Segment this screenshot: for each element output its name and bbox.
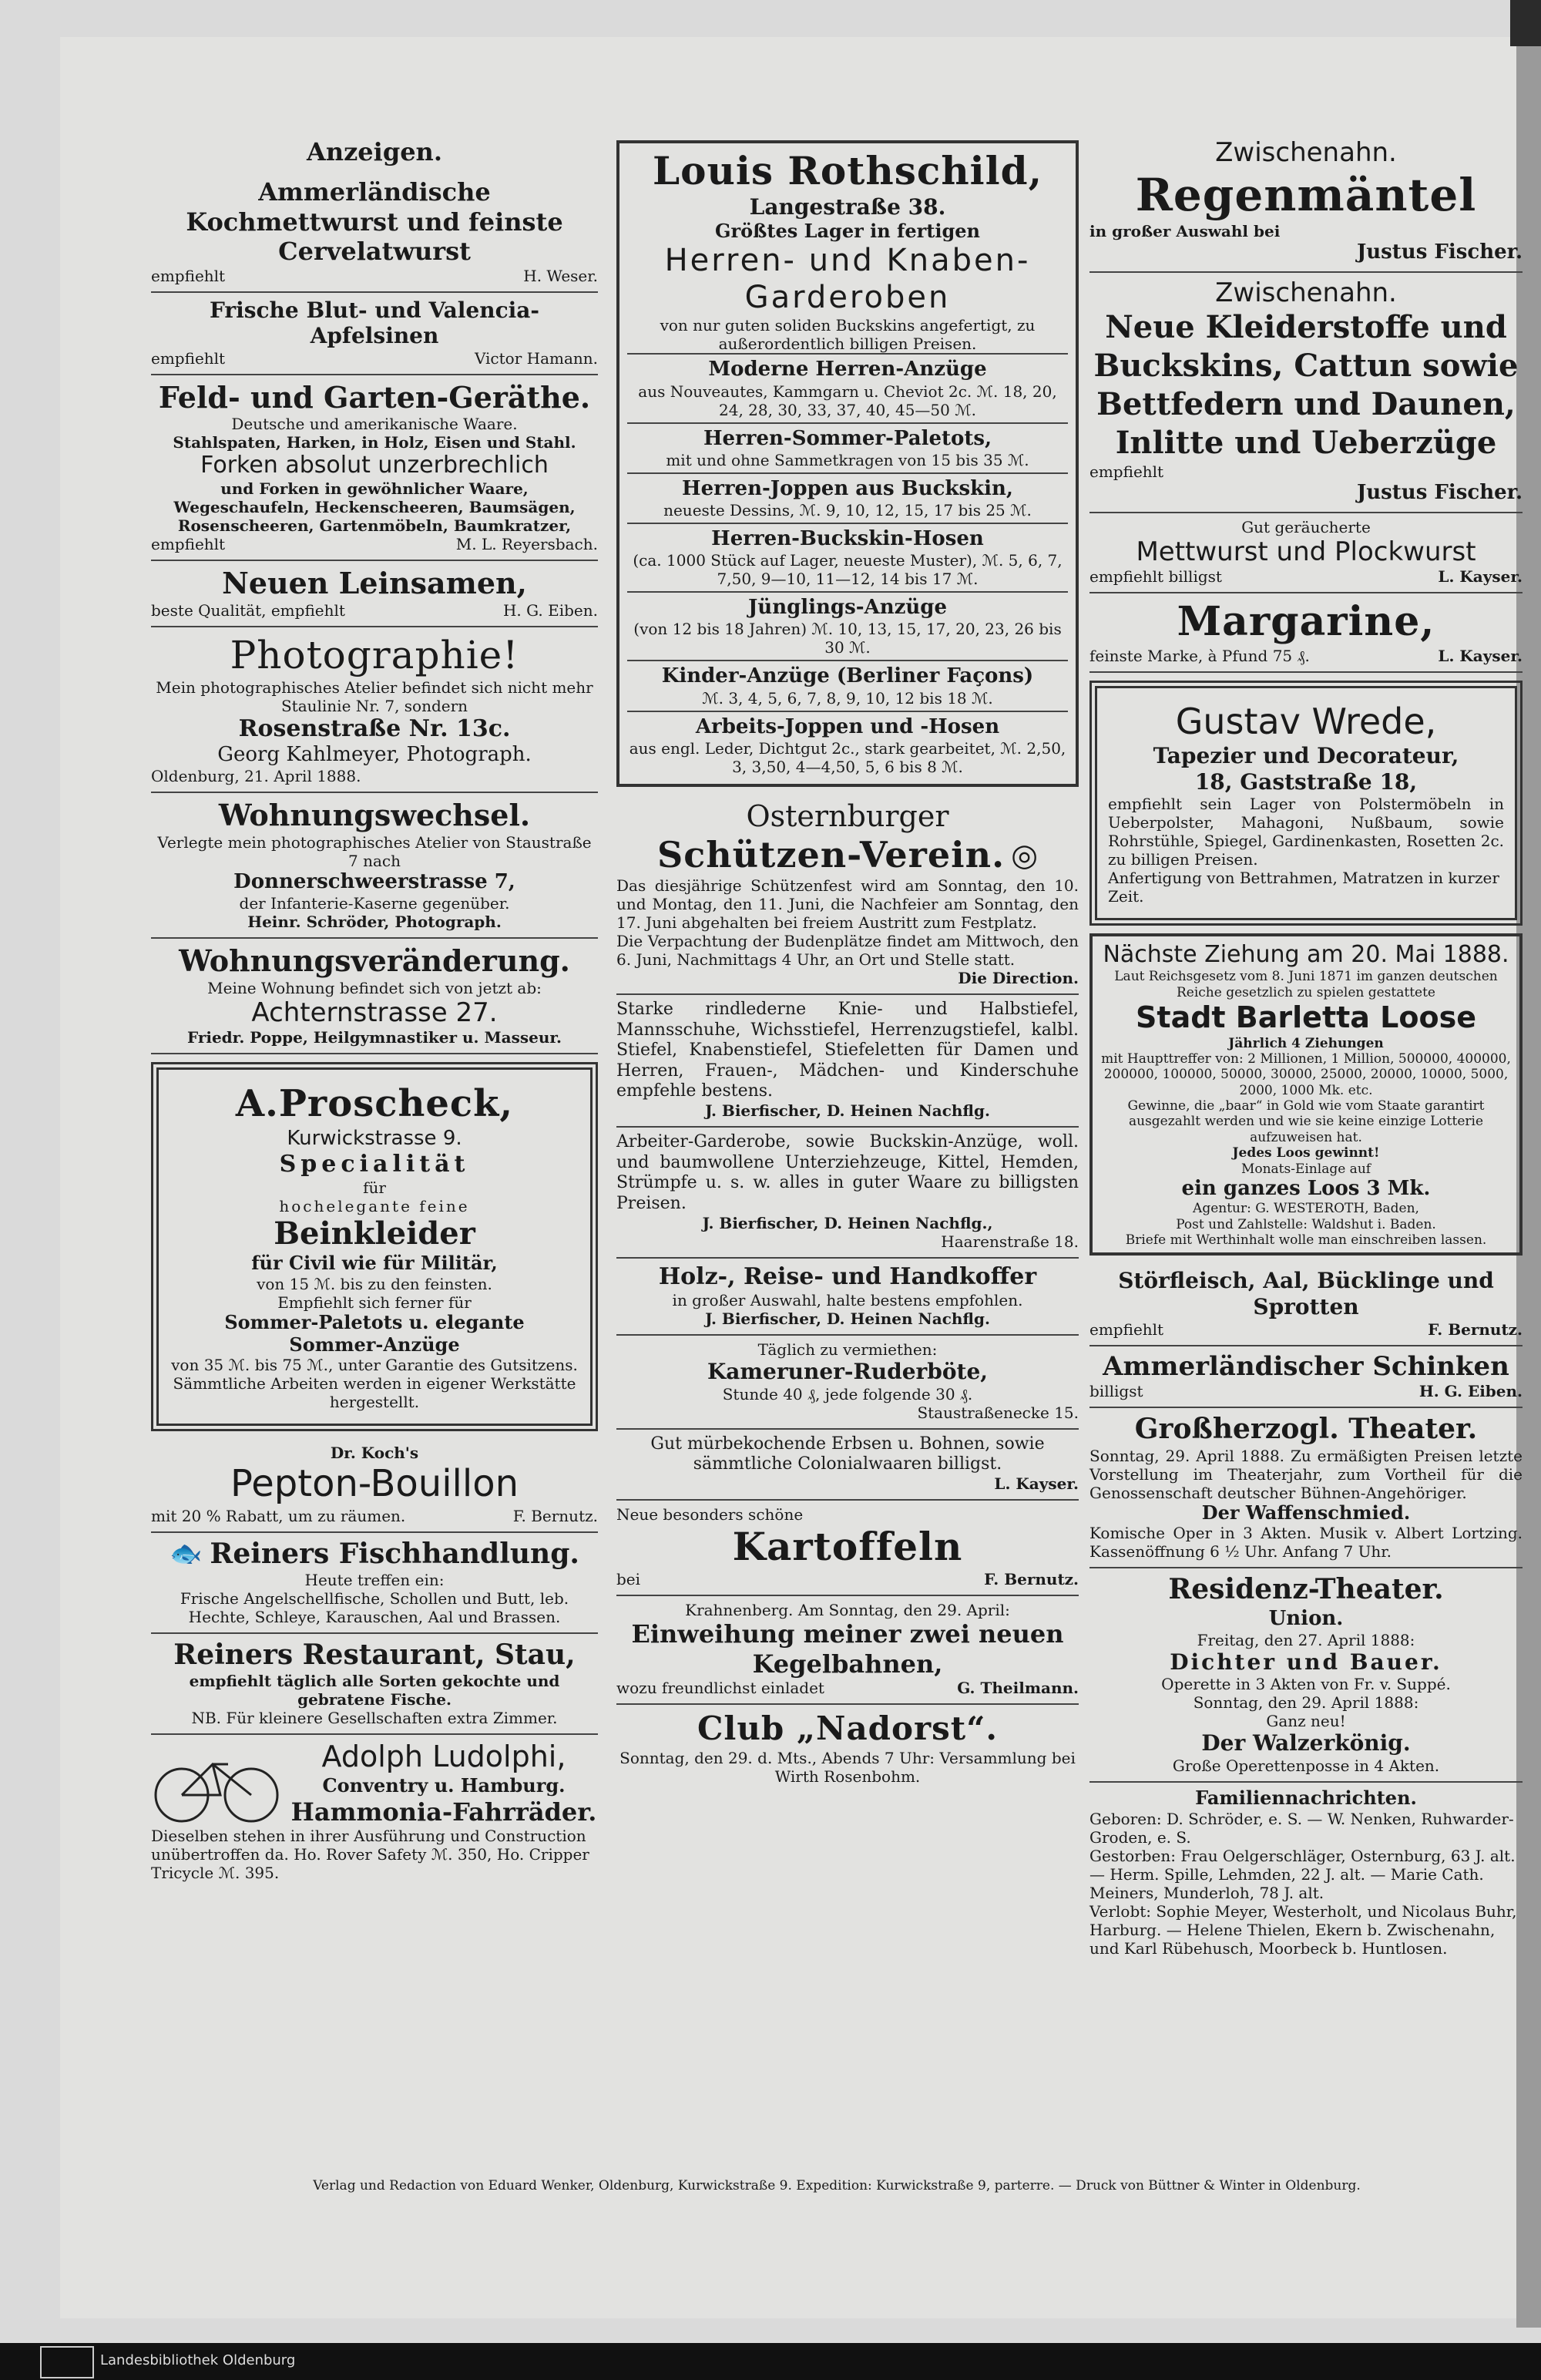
ad-right: L. Kayser.	[1438, 646, 1523, 665]
ad-title: Schützen-Verein.	[656, 834, 1006, 876]
ad-text: Frische Angelschellfische, Schollen und Butt, leb. Hechte, Schleye, Karauschen, Aal und Brassen.	[180, 1589, 569, 1627]
ad-stoerfleisch	[1089, 1263, 1523, 1346]
ad-text: Der Walzerkönig.	[1201, 1730, 1411, 1756]
ad-text: Union.	[1268, 1606, 1344, 1630]
ad-left: wozu freundlichst einladet	[616, 1679, 824, 1698]
ad-left: mit 20 % Rabatt, um zu räumen.	[151, 1507, 406, 1526]
ad-text: 18, Gaststraße 18,	[1194, 768, 1418, 795]
ad-margarine	[1089, 593, 1523, 672]
ad-title: Ammerländischer Schinken	[1103, 1350, 1509, 1382]
ad-text: empfiehlt sein Lager von Polstermöbeln in Ueberpolster, Mahagoni, Nußbaum, sowie Rohrstühle, Spiegel, Gardinenkasten, Rosetten 2c. zu billigen Preisen.	[1108, 795, 1504, 869]
ad-title: Neuen Leinsamen,	[222, 566, 527, 601]
ad-left: empfiehlt	[151, 348, 226, 368]
section-head: Jünglings-Anzüge	[747, 596, 948, 620]
ad-ludolphi	[151, 1735, 598, 1888]
section-text: (von 12 bis 18 Jahren) ℳ. 10, 13, 15, 17, 20, 23, 26 bis 30 ℳ.	[633, 620, 1062, 657]
ad-left: bei	[616, 1570, 641, 1589]
ad-title: Regenmäntel	[1135, 168, 1477, 221]
ad-right: H. Weser.	[523, 266, 598, 285]
ad-text: Täglich zu vermiethen:	[757, 1340, 938, 1359]
ad-text: Forken absolut unzerbrechlich	[200, 452, 549, 479]
ad-text: Freitag, den 27. April 1888:	[1197, 1630, 1415, 1649]
section-head: Moderne Herren-Anzüge	[708, 358, 987, 382]
ad-text: Jährlich 4 Ziehungen	[1228, 1035, 1384, 1051]
ad-pepton	[151, 1439, 598, 1533]
section-head: Kinder-Anzüge (Berliner Façons)	[661, 664, 1034, 688]
ad-right: Haarenstraße 18.	[941, 1232, 1079, 1251]
library-logo-icon	[40, 2346, 94, 2378]
ad-text: Post und Zahlstelle: Waldshut i. Baden.	[1176, 1216, 1436, 1232]
ad-title: Adolph Ludolphi,	[321, 1740, 566, 1774]
ad-text: Laut Reichsgesetz vom 8. Juni 1871 im ganzen deutschen Reiche gesetzlich zu spielen gestattete	[1114, 969, 1498, 1000]
ad-text: Geboren: D. Schröder, e. S. — W. Nenken, Ruhwarder-Groden, e. S.	[1089, 1809, 1514, 1847]
section-text: aus Nouveautes, Kammgarn u. Cheviot 2c. ℳ. 18, 20, 24, 28, 30, 33, 37, 40, 45—50 ℳ.	[638, 382, 1057, 419]
library-name: Landesbibliothek Oldenburg	[100, 2352, 296, 2368]
ad-gartengeraethe	[151, 375, 598, 562]
ad-text: Dieselben stehen in ihrer Ausführung und Construction unübertroffen da. Ho. Rover Safety ℳ. 350, Ho. Cripper Tricycle ℳ. 395.	[151, 1827, 589, 1883]
ad-text: Das diesjährige Schützenfest wird am Sonntag, den 10. und Montag, den 11. Juni, die Nachfeier am Sonntag, den 17. Juni abgehalten bei freiem Austritt zum Festplatz.	[616, 876, 1079, 933]
ad-title: Wohnungswechsel.	[218, 798, 531, 833]
section-text: (ca. 1000 Stück auf Lager, neueste Muster), ℳ. 5, 6, 7, 7,50, 9—10, 11—12, 14 bis 17 ℳ.	[633, 551, 1063, 589]
ad-text: Osternburger	[746, 798, 949, 833]
fish-icon: 🐟	[170, 1538, 203, 1570]
ad-text: Meine Wohnung befindet sich von jetzt ab:	[207, 978, 542, 997]
ad-right: F. Bernutz.	[512, 1507, 598, 1526]
heading-text: Anzeigen.	[307, 137, 442, 166]
ad-regenmaentel	[1089, 133, 1523, 273]
target-emblem-icon: ◎	[1011, 837, 1039, 873]
ad-left: feinste Marke, à Pfund 75 ₰.	[1089, 646, 1310, 665]
ad-left: empfiehlt	[151, 266, 226, 285]
ad-text: Sonntag, den 29. April 1888:	[1193, 1693, 1419, 1713]
ad-title: Stadt Barletta Loose	[1136, 1000, 1476, 1034]
section-head: Arbeits-Joppen und -Hosen	[695, 714, 1000, 738]
ad-text: Monats-Einlage auf	[1241, 1161, 1371, 1177]
ad-title: Reiners Restaurant, Stau,	[173, 1639, 576, 1672]
ad-fischhandlung	[151, 1533, 598, 1634]
ad-text: Ganz neu!	[1266, 1712, 1346, 1731]
ad-title: Mettwurst und Plockwurst	[1136, 536, 1476, 567]
ad-erbsen	[616, 1430, 1079, 1501]
ad-text: von 15 ℳ. bis zu den feinsten.	[257, 1274, 492, 1293]
ad-koffer	[616, 1259, 1079, 1336]
ad-text: mit Haupttreffer von: 2 Millionen, 1 Million, 500000, 400000, 200000, 100000, 50000, 30000, 25000, 20000, 10000, 5000, 2000, 1000 Mk. etc.	[1101, 1050, 1511, 1098]
ad-text: Sonntag, 29. April 1888. Zu ermäßigten Preisen letzte Vorstellung im Theaterjahr, zum Vortheil für die Genossenschaft deutscher Bühnen-Angehöriger.	[1089, 1446, 1523, 1502]
ad-right: Victor Hamann.	[474, 348, 598, 368]
ad-title: Störfleisch, Aal, Bücklinge und Sprotten	[1118, 1268, 1494, 1319]
column-1	[151, 133, 598, 1888]
ad-text: Operette in 3 Akten von Fr. v. Suppé.	[1161, 1675, 1451, 1694]
ad-text: in großer Auswahl, halte bestens empfohlen.	[672, 1291, 1023, 1309]
ad-text: Komische Oper in 3 Akten. Musik v. Albert Lortzing. Kassenöffnung 6 ½ Uhr. Anfang 7 Uhr.	[1089, 1524, 1523, 1561]
ad-text: ein ganzes Loos 3 Mk.	[1181, 1177, 1431, 1201]
section-text: ℳ. 3, 4, 5, 6, 7, 8, 9, 10, 12 bis 18 ℳ.	[702, 688, 993, 708]
ad-text: Donnerschweerstrasse 7,	[233, 869, 515, 893]
ad-text: Stunde 40 ₰, jede folgende 30 ₰.	[722, 1384, 973, 1403]
ad-text: Krahnenberg. Am Sonntag, den 29. April:	[685, 1601, 1010, 1620]
ad-text: Zwischenahn.	[1215, 277, 1397, 308]
ad-garderobe	[616, 1128, 1079, 1259]
ad-title: Margarine,	[1177, 598, 1435, 646]
ad-text: Hammonia-Fahrräder.	[290, 1797, 597, 1827]
ad-wohnungswechsel	[151, 793, 598, 939]
ad-text: in großer Auswahl bei	[1089, 222, 1281, 241]
ad-title: Club „Nadorst“.	[697, 1709, 998, 1748]
ad-theater	[1089, 1408, 1523, 1568]
ad-text: Langestraße 38.	[749, 194, 946, 220]
ad-text: Empfiehlt sich ferner für	[277, 1293, 472, 1312]
ad-right: F. Bernutz.	[984, 1570, 1079, 1589]
ad-title: Wohnungsveränderung.	[179, 943, 570, 978]
ad-title: Frische Blut- und Valencia-Apfelsinen	[209, 297, 540, 349]
ad-text: und Forken in gewöhnlicher Waare, Wegeschaufeln, Heckenscheeren, Baumsägen, Rosenscheeren, Gartenmöbeln, Baumkratzer,	[173, 479, 576, 536]
ad-mettwurst	[1089, 513, 1523, 594]
ad-text: Mein photographisches Atelier befindet sich nicht mehr Staulinie Nr. 7, sondern	[156, 677, 593, 715]
ad-kochmettwurst	[151, 173, 598, 292]
ad-wohnungsveraenderung	[151, 939, 598, 1054]
ad-text: Deutsche und amerikanische Waare.	[231, 415, 518, 434]
ad-text: Georg Kahlmeyer, Photograph.	[217, 742, 532, 766]
ad-text: Stahlspaten, Harken, in Holz, Eisen und Stahl.	[173, 433, 576, 452]
ad-title: A.Proscheck,	[235, 1082, 514, 1126]
ad-right: H. G. Eiben.	[1418, 1382, 1523, 1401]
imprint-footer: Verlag und Redaction von Eduard Wenker, Oldenburg, Kurwickstraße 9. Expedition: Kurwickstraße 9, parterre. — Druck von Büttner & Winter in Oldenburg.	[313, 2178, 1361, 2193]
section-head: Herren-Buckskin-Hosen	[711, 526, 984, 550]
ad-right: J. Bierfischer, D. Heinen Nachflg.,	[702, 1214, 993, 1232]
ad-text: der Infanterie-Kaserne gegenüber.	[239, 893, 510, 913]
ad-title: Holz-, Reise- und Handkoffer	[658, 1263, 1037, 1290]
section-head: Herren-Sommer-Paletots,	[703, 426, 992, 450]
ad-text: Beinkleider	[274, 1215, 475, 1252]
ad-title: Einweihung meiner zwei neuen Kegelbahnen,	[631, 1619, 1064, 1679]
ad-schinken	[1089, 1346, 1523, 1409]
ad-right: H. G. Eiben.	[502, 600, 598, 620]
ad-text: Die Verpachtung der Budenplätze findet am Mittwoch, den 6. Juni, Nachmittags 4 Uhr, an Ort und Stelle statt.	[616, 932, 1079, 970]
ad-text: Anfertigung von Bettrahmen, Matratzen in kurzer Zeit.	[1108, 869, 1499, 906]
ad-text: Jedes Loos gewinnt!	[1232, 1145, 1380, 1161]
ad-text: Gut mürbekochende Erbsen u. Bohnen, sowie sämmtliche Colonialwaaren billigst.	[650, 1434, 1045, 1474]
ad-kegelbahnen	[616, 1596, 1079, 1705]
ad-text: Verlegte mein photographisches Atelier von Staustraße 7 nach	[157, 832, 592, 870]
ad-text: Neue besonders schöne	[616, 1505, 804, 1524]
ad-text: Herren- und Knaben-Garderoben	[664, 243, 1031, 316]
ad-text: Dr. Koch's	[330, 1444, 419, 1463]
ad-text: Sommer-Anzüge	[289, 1333, 460, 1356]
ad-title: Familiennachrichten.	[1195, 1786, 1417, 1809]
ad-text: hochelegante feine	[279, 1197, 470, 1216]
ad-right: L. Kayser.	[1438, 567, 1523, 587]
section-head: Herren-Joppen aus Buckskin,	[682, 476, 1013, 500]
ad-title: Ammerländische Kochmettwurst und feinste Cervelatwurst	[186, 177, 563, 267]
ad-title: Pepton-Bouillon	[230, 1462, 519, 1506]
ad-text: Zwischenahn.	[1215, 137, 1397, 168]
ad-title: Großherzogl. Theater.	[1134, 1413, 1478, 1446]
ad-text: Gestorben: Frau Oelgerschläger, Osternburg, 63 J. alt. — Herm. Spille, Lehmden, 22 J. alt. — Marie Cath. Meiners, Munderloh, 78 J. alt.	[1089, 1846, 1516, 1902]
ad-title: Feld- und Garten-Geräthe.	[158, 379, 591, 415]
ad-text: Friedr. Poppe, Heilgymnastiker u. Masseur.	[186, 1028, 562, 1047]
ad-stiefel	[616, 995, 1079, 1128]
scan-corner	[1510, 0, 1541, 46]
ad-right: Die Direction.	[958, 969, 1079, 988]
ad-title: Kameruner-Ruderböte,	[707, 1359, 989, 1384]
column-2	[616, 133, 1079, 1792]
ad-title: Kartoffeln	[732, 1524, 963, 1570]
ad-club-nadorst	[616, 1705, 1079, 1791]
ad-kartoffeln	[616, 1501, 1079, 1596]
ad-right: J. Bierfischer, D. Heinen Nachflg.	[705, 1309, 990, 1328]
ad-text: Nächste Ziehung am 20. Mai 1888.	[1103, 941, 1509, 969]
ad-rothschild	[616, 140, 1079, 787]
ad-title: Neue Kleiderstoffe und Buckskins, Cattun sowie Bettfedern und Daunen, Inlitte und Ueberzüge	[1093, 309, 1519, 462]
ad-text: von nur guten soliden Buckskins angefertigt, zu außerordentlich billigen Preisen.	[660, 316, 1036, 354]
ad-text: Agentur: G. WESTEROTH, Baden,	[1193, 1201, 1419, 1217]
ad-left: beste Qualität, empfiehlt	[151, 600, 345, 620]
section-text: neueste Dessins, ℳ. 9, 10, 12, 15, 17 bis 25 ℳ.	[663, 500, 1032, 519]
ad-text: Heinr. Schröder, Photograph.	[247, 912, 502, 931]
ad-right: M. L. Reyersbach.	[455, 535, 598, 554]
ad-right: Staustraßenecke 15.	[917, 1403, 1079, 1422]
ad-text: empfiehlt täglich alle Sorten gekochte und gebratene Fische.	[189, 1672, 560, 1709]
ad-text: NB. Für kleinere Gesellschaften extra Zimmer.	[191, 1709, 558, 1728]
ad-photographie	[151, 627, 598, 793]
ad-restaurant	[151, 1634, 598, 1735]
ad-proscheck	[151, 1062, 598, 1431]
ad-wrede	[1089, 681, 1523, 926]
column-3	[1089, 133, 1523, 1964]
ad-text: für Civil wie für Militär,	[251, 1252, 498, 1275]
ad-text: Größtes Lager in fertigen	[715, 219, 980, 242]
ad-text: Achternstrasse 27.	[251, 997, 498, 1028]
ad-leinsamen	[151, 561, 598, 627]
ad-text: Gut geräucherte	[1241, 517, 1371, 536]
section-text: mit und ohne Sammetkragen von 15 bis 35 ℳ.	[666, 450, 1029, 469]
ad-text: Sommer-Paletots u. elegante	[224, 1310, 525, 1333]
ad-right: Justus Fischer.	[1356, 240, 1523, 264]
ad-left: empfiehlt billigst	[1089, 567, 1222, 587]
ad-text: für	[363, 1178, 386, 1198]
ad-title: Gustav Wrede,	[1175, 700, 1437, 742]
ad-text: Kurwickstrasse 9.	[287, 1126, 462, 1150]
section-text: aus engl. Leder, Dichtgut 2c., stark gearbeitet, ℳ. 2,50, 3, 3,50, 4—4,50, 5, 6 bis 8 ℳ.	[629, 738, 1066, 776]
ad-ruderboote	[616, 1336, 1079, 1430]
ad-text: Heute treffen ein:	[304, 1571, 445, 1590]
ad-text: Gewinne, die „baar“ in Gold wie vom Staate garantirt ausgezahlt werden und wie sie keine einzige Lotterie aufzuweisen hat.	[1127, 1098, 1485, 1145]
ad-left: empfiehlt	[151, 535, 226, 554]
ad-right: F. Bernutz.	[1428, 1319, 1523, 1339]
ad-residenz	[1089, 1568, 1523, 1783]
ad-apfelsinen	[151, 293, 598, 375]
ad-barletta	[1089, 933, 1523, 1256]
ad-text: Der Waffenschmied.	[1201, 1501, 1411, 1524]
ad-text: Specialität	[279, 1151, 470, 1178]
ad-right: L. Kayser.	[994, 1474, 1079, 1494]
ad-right: Justus Fischer.	[1356, 481, 1523, 505]
ad-text: Arbeiter-Garderobe, sowie Buckskin-Anzüge, woll. und baumwollene Unterziehzeuge, Kittel, Hemden, Strümpfe u. s. w. alles in guter Waare zu billigsten Preisen.	[616, 1132, 1079, 1213]
library-bar	[0, 2343, 1541, 2380]
ad-text: Dichter und Bauer.	[1170, 1649, 1442, 1675]
ad-text: Conventry u. Hamburg.	[322, 1774, 566, 1797]
ad-title: Residenz-Theater.	[1168, 1573, 1444, 1606]
ad-text: Briefe mit Werthinhalt wolle man einschreiben lassen.	[1125, 1232, 1487, 1248]
ad-text: Sonntag, den 29. d. Mts., Abends 7 Uhr: Versammlung bei Wirth Rosenbohm.	[619, 1748, 1076, 1786]
ad-kleiderstoffe	[1089, 273, 1523, 513]
ad-text: Verlobt: Sophie Meyer, Westerholt, und Nicolaus Buhr, Harburg. — Helene Thielen, Ekern b. Zwischenahn, und Karl Rübehusch, Moorbeck b. Huntlosen.	[1089, 1901, 1517, 1958]
ad-right: G. Theilmann.	[957, 1679, 1079, 1698]
ad-left: empfiehlt	[1089, 1319, 1164, 1339]
ad-schuetzenverein	[616, 795, 1079, 996]
section-heading	[151, 133, 598, 173]
ad-text: von 35 ℳ. bis 75 ℳ., unter Garantie des Gutsitzens. Sämmtliche Arbeiten werden in eigener Werkstätte hergestellt.	[171, 1356, 578, 1412]
ad-title: Louis Rothschild,	[652, 148, 1043, 193]
ad-title: Reiners Fischhandlung.	[210, 1538, 579, 1571]
ad-text: Tapezier und Decorateur,	[1153, 742, 1459, 768]
ad-text: Große Operettenposse in 4 Akten.	[1172, 1756, 1440, 1775]
ad-text: Oldenburg, 21. April 1888.	[151, 767, 361, 786]
ad-title: Photographie!	[230, 632, 519, 677]
ad-familiennachrichten	[1089, 1783, 1523, 1964]
ad-left: billigst	[1089, 1382, 1143, 1401]
ad-right: J. Bierfischer, D. Heinen Nachflg.	[705, 1101, 990, 1121]
ad-text: Rosenstraße Nr. 13c.	[238, 714, 511, 742]
bicycle-icon	[151, 1741, 282, 1826]
ad-left: empfiehlt	[1089, 462, 1164, 482]
ad-text: Starke rindlederne Knie- und Halbstiefel, Mannsschuhe, Wichsstiefel, Herrenzugstiefel, kalbl. Stiefel, Knabenstiefel, Stiefeletten für Damen und Herren, Frauen-, Mädchen- und Kinderschuhe empfehle bestens.	[616, 1000, 1079, 1101]
